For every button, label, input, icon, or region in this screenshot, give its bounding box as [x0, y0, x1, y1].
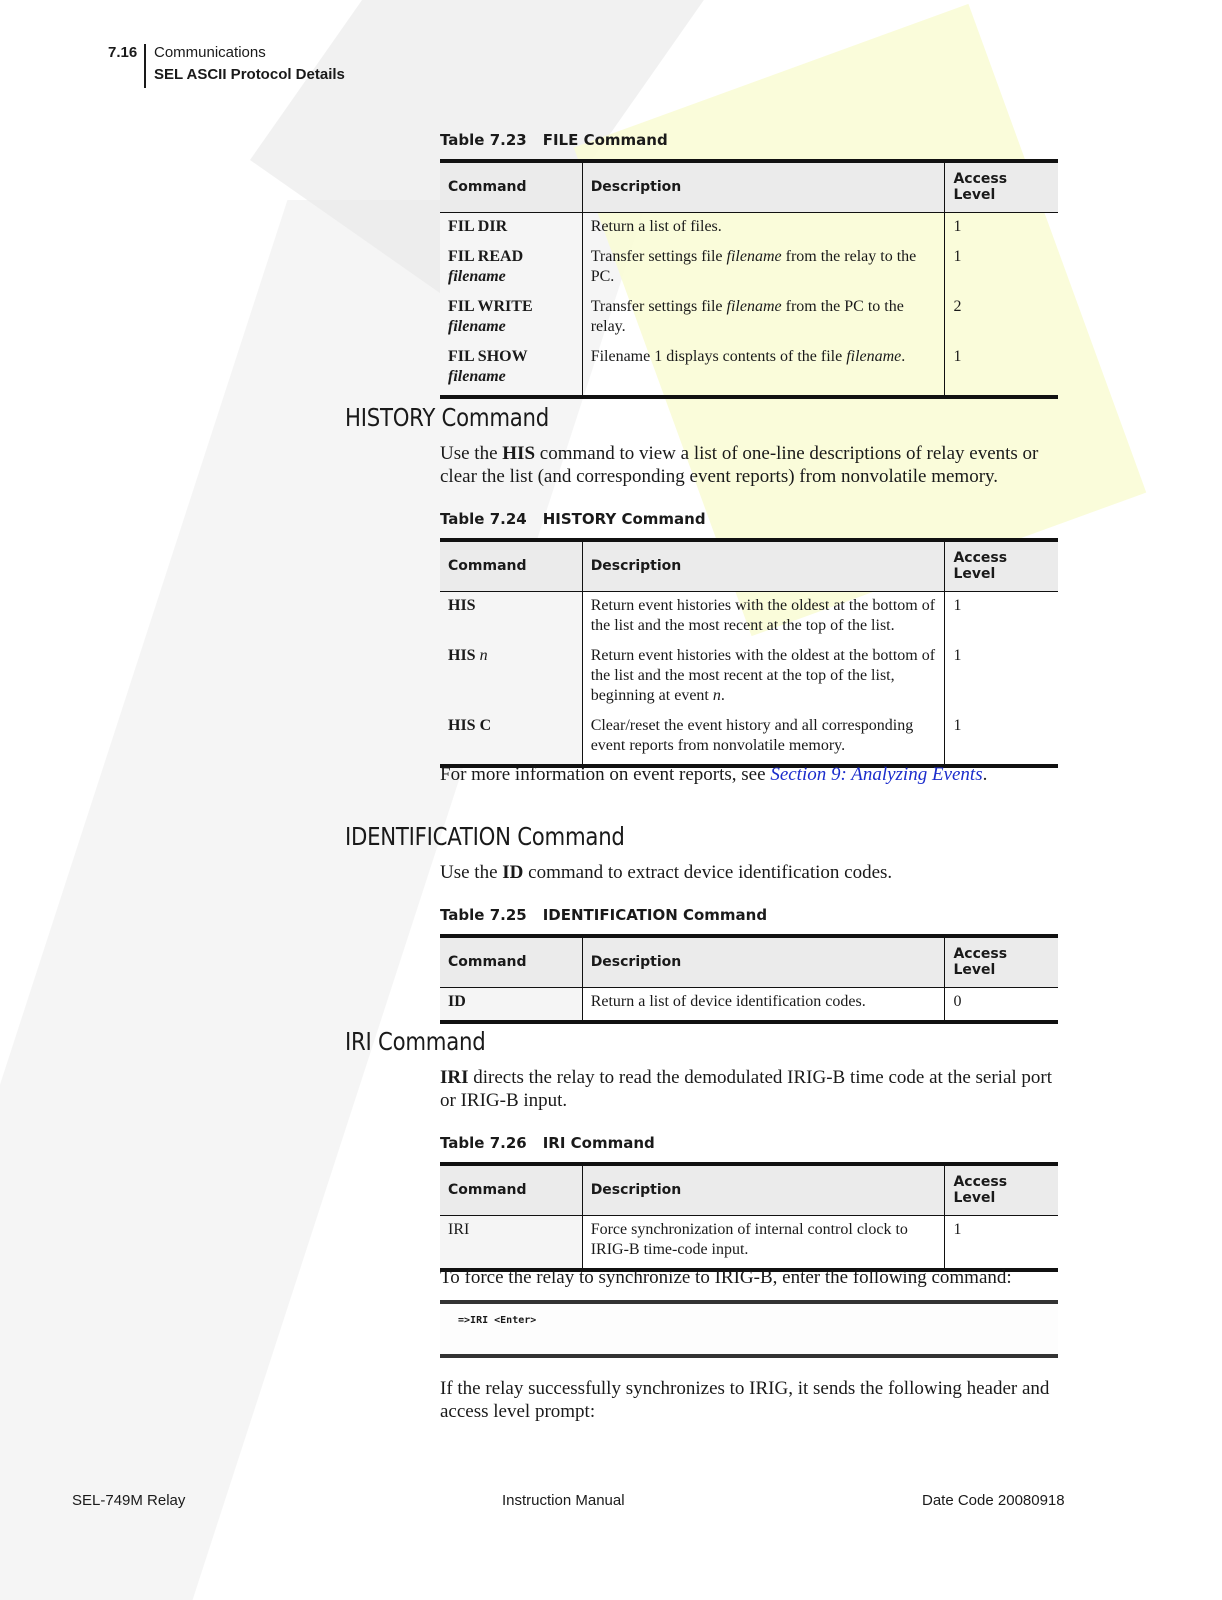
column-header-access-level: Access Level: [945, 936, 1058, 988]
footer-product: SEL-749M Relay: [72, 1492, 186, 1509]
footer-manual: Instruction Manual: [502, 1492, 625, 1509]
command-description: Filename 1 displays contents of the file filename.: [582, 343, 945, 397]
access-level: 2: [953, 298, 962, 315]
table-row: [440, 1216, 1058, 1271]
column-header-access-level: Access Level: [945, 161, 1058, 213]
table-number: Table 7.23: [440, 131, 527, 149]
sync-result-text: If the relay successfully synchronizes to IRIG, it sends the following header and access level prompt:: [440, 1378, 1050, 1422]
command-name: FIL SHOW: [448, 348, 528, 365]
table-row: [440, 642, 1058, 712]
access-level: 1: [953, 248, 962, 265]
table-title: IDENTIFICATION Command: [542, 906, 768, 924]
column-header-command: Command: [440, 161, 582, 213]
command-description: Return a list of device identification codes.: [582, 988, 945, 1023]
header-section: Communications: [154, 44, 266, 61]
command-description: Transfer settings file filename from the PC to the relay.: [582, 293, 945, 343]
access-level: 0: [945, 988, 1058, 1023]
table-row: [440, 592, 1058, 643]
table-row: [440, 213, 1058, 244]
header-divider: [144, 44, 146, 88]
code-command: IRI <Enter>: [470, 1315, 537, 1326]
code-example: [458, 1315, 536, 1326]
command-name: FIL WRITE: [448, 298, 533, 315]
table-title: HISTORY Command: [542, 510, 706, 528]
command-name: FIL DIR: [448, 218, 508, 235]
identification-command-table: [440, 934, 1058, 1024]
access-level: 1: [945, 712, 1058, 766]
command-description: Force synchronization of internal control clock to IRIG-B time-code input.: [582, 1216, 945, 1271]
history-paragraph: Use the HIS command to view a list of one-line descriptions of relay events or clear the list (and corresponding event reports) from nonvolatile memory.: [440, 443, 1039, 487]
table-caption: [440, 906, 767, 924]
access-level: 1: [953, 218, 962, 235]
column-header-command: Command: [440, 540, 582, 592]
table-caption: [440, 131, 668, 149]
file-command-table: [440, 159, 1058, 399]
command-description: Clear/reset the event history and all corresponding event reports from nonvolatile memory.: [582, 712, 945, 766]
command-name: HIS C: [448, 717, 492, 734]
code-block-bottom-rule: [440, 1354, 1058, 1358]
iri-paragraph: IRI directs the relay to read the demodulated IRIG-B time code at the serial port or IRIG-B input.: [440, 1067, 1053, 1111]
table-row: [440, 712, 1058, 766]
section-link[interactable]: Section 9: Analyzing Events: [770, 764, 983, 785]
table-title: IRI Command: [542, 1134, 655, 1152]
section-heading-history: HISTORY Command: [345, 403, 549, 432]
column-header-access-level: Access Level: [945, 540, 1058, 592]
table-row: [440, 343, 1058, 397]
force-sync-text: To force the relay to synchronize to IRIG-B, enter the following command:: [440, 1267, 1012, 1288]
command-description: Return event histories with the oldest at the bottom of the list and the most recent at the top of the list.: [582, 592, 945, 643]
column-header-command: Command: [440, 936, 582, 988]
command-name: ID: [448, 993, 466, 1010]
table-title: FILE Command: [542, 131, 668, 149]
command-description: Transfer settings file filename from the relay to the PC.: [582, 243, 945, 293]
command-name: HIS: [448, 647, 476, 664]
access-level: 1: [945, 343, 1058, 397]
command-name: IRI: [440, 1216, 582, 1271]
command-argument: filename: [448, 318, 506, 335]
command-argument: filename: [448, 268, 506, 285]
column-header-description: Description: [582, 540, 945, 592]
column-header-description: Description: [582, 936, 945, 988]
command-description: Return event histories with the oldest at the bottom of the list and the most recent at the top of the list, beginning at event n.: [582, 642, 945, 712]
table-row: [440, 243, 1058, 293]
column-header-access-level: Access Level: [945, 1164, 1058, 1216]
access-level: 1: [953, 647, 962, 664]
column-header-description: Description: [582, 1164, 945, 1216]
column-header-description: Description: [582, 161, 945, 213]
code-block-background: [440, 1304, 1058, 1354]
command-name: HIS: [448, 597, 476, 614]
history-command-table: [440, 538, 1058, 768]
command-description: Return a list of files.: [582, 213, 945, 244]
column-header-command: Command: [440, 1164, 582, 1216]
code-block-top-rule: [440, 1300, 1058, 1304]
table-number: Table 7.25: [440, 906, 527, 924]
header-subsection: SEL ASCII Protocol Details: [154, 66, 345, 83]
event-reports-note: For more information on event reports, see Section 9: Analyzing Events.: [440, 764, 988, 785]
table-caption: [440, 510, 706, 528]
command-argument: filename: [448, 368, 506, 385]
code-prompt: =>: [458, 1315, 471, 1326]
access-level: 1: [945, 1216, 1058, 1271]
table-row: [440, 988, 1058, 1023]
command-name: FIL READ: [448, 248, 524, 265]
page-number: 7.16: [108, 44, 138, 61]
access-level: 1: [953, 597, 962, 614]
command-argument: n: [479, 647, 488, 664]
table-number: Table 7.26: [440, 1134, 527, 1152]
identification-paragraph: Use the ID command to extract device identification codes.: [440, 862, 893, 883]
iri-command-table: [440, 1162, 1058, 1272]
footer-date-code: Date Code 20080918: [922, 1492, 1065, 1509]
table-row: [440, 293, 1058, 343]
table-number: Table 7.24: [440, 510, 527, 528]
table-caption: [440, 1134, 655, 1152]
section-heading-iri: IRI Command: [345, 1027, 486, 1056]
section-heading-identification: IDENTIFICATION Command: [345, 822, 625, 851]
